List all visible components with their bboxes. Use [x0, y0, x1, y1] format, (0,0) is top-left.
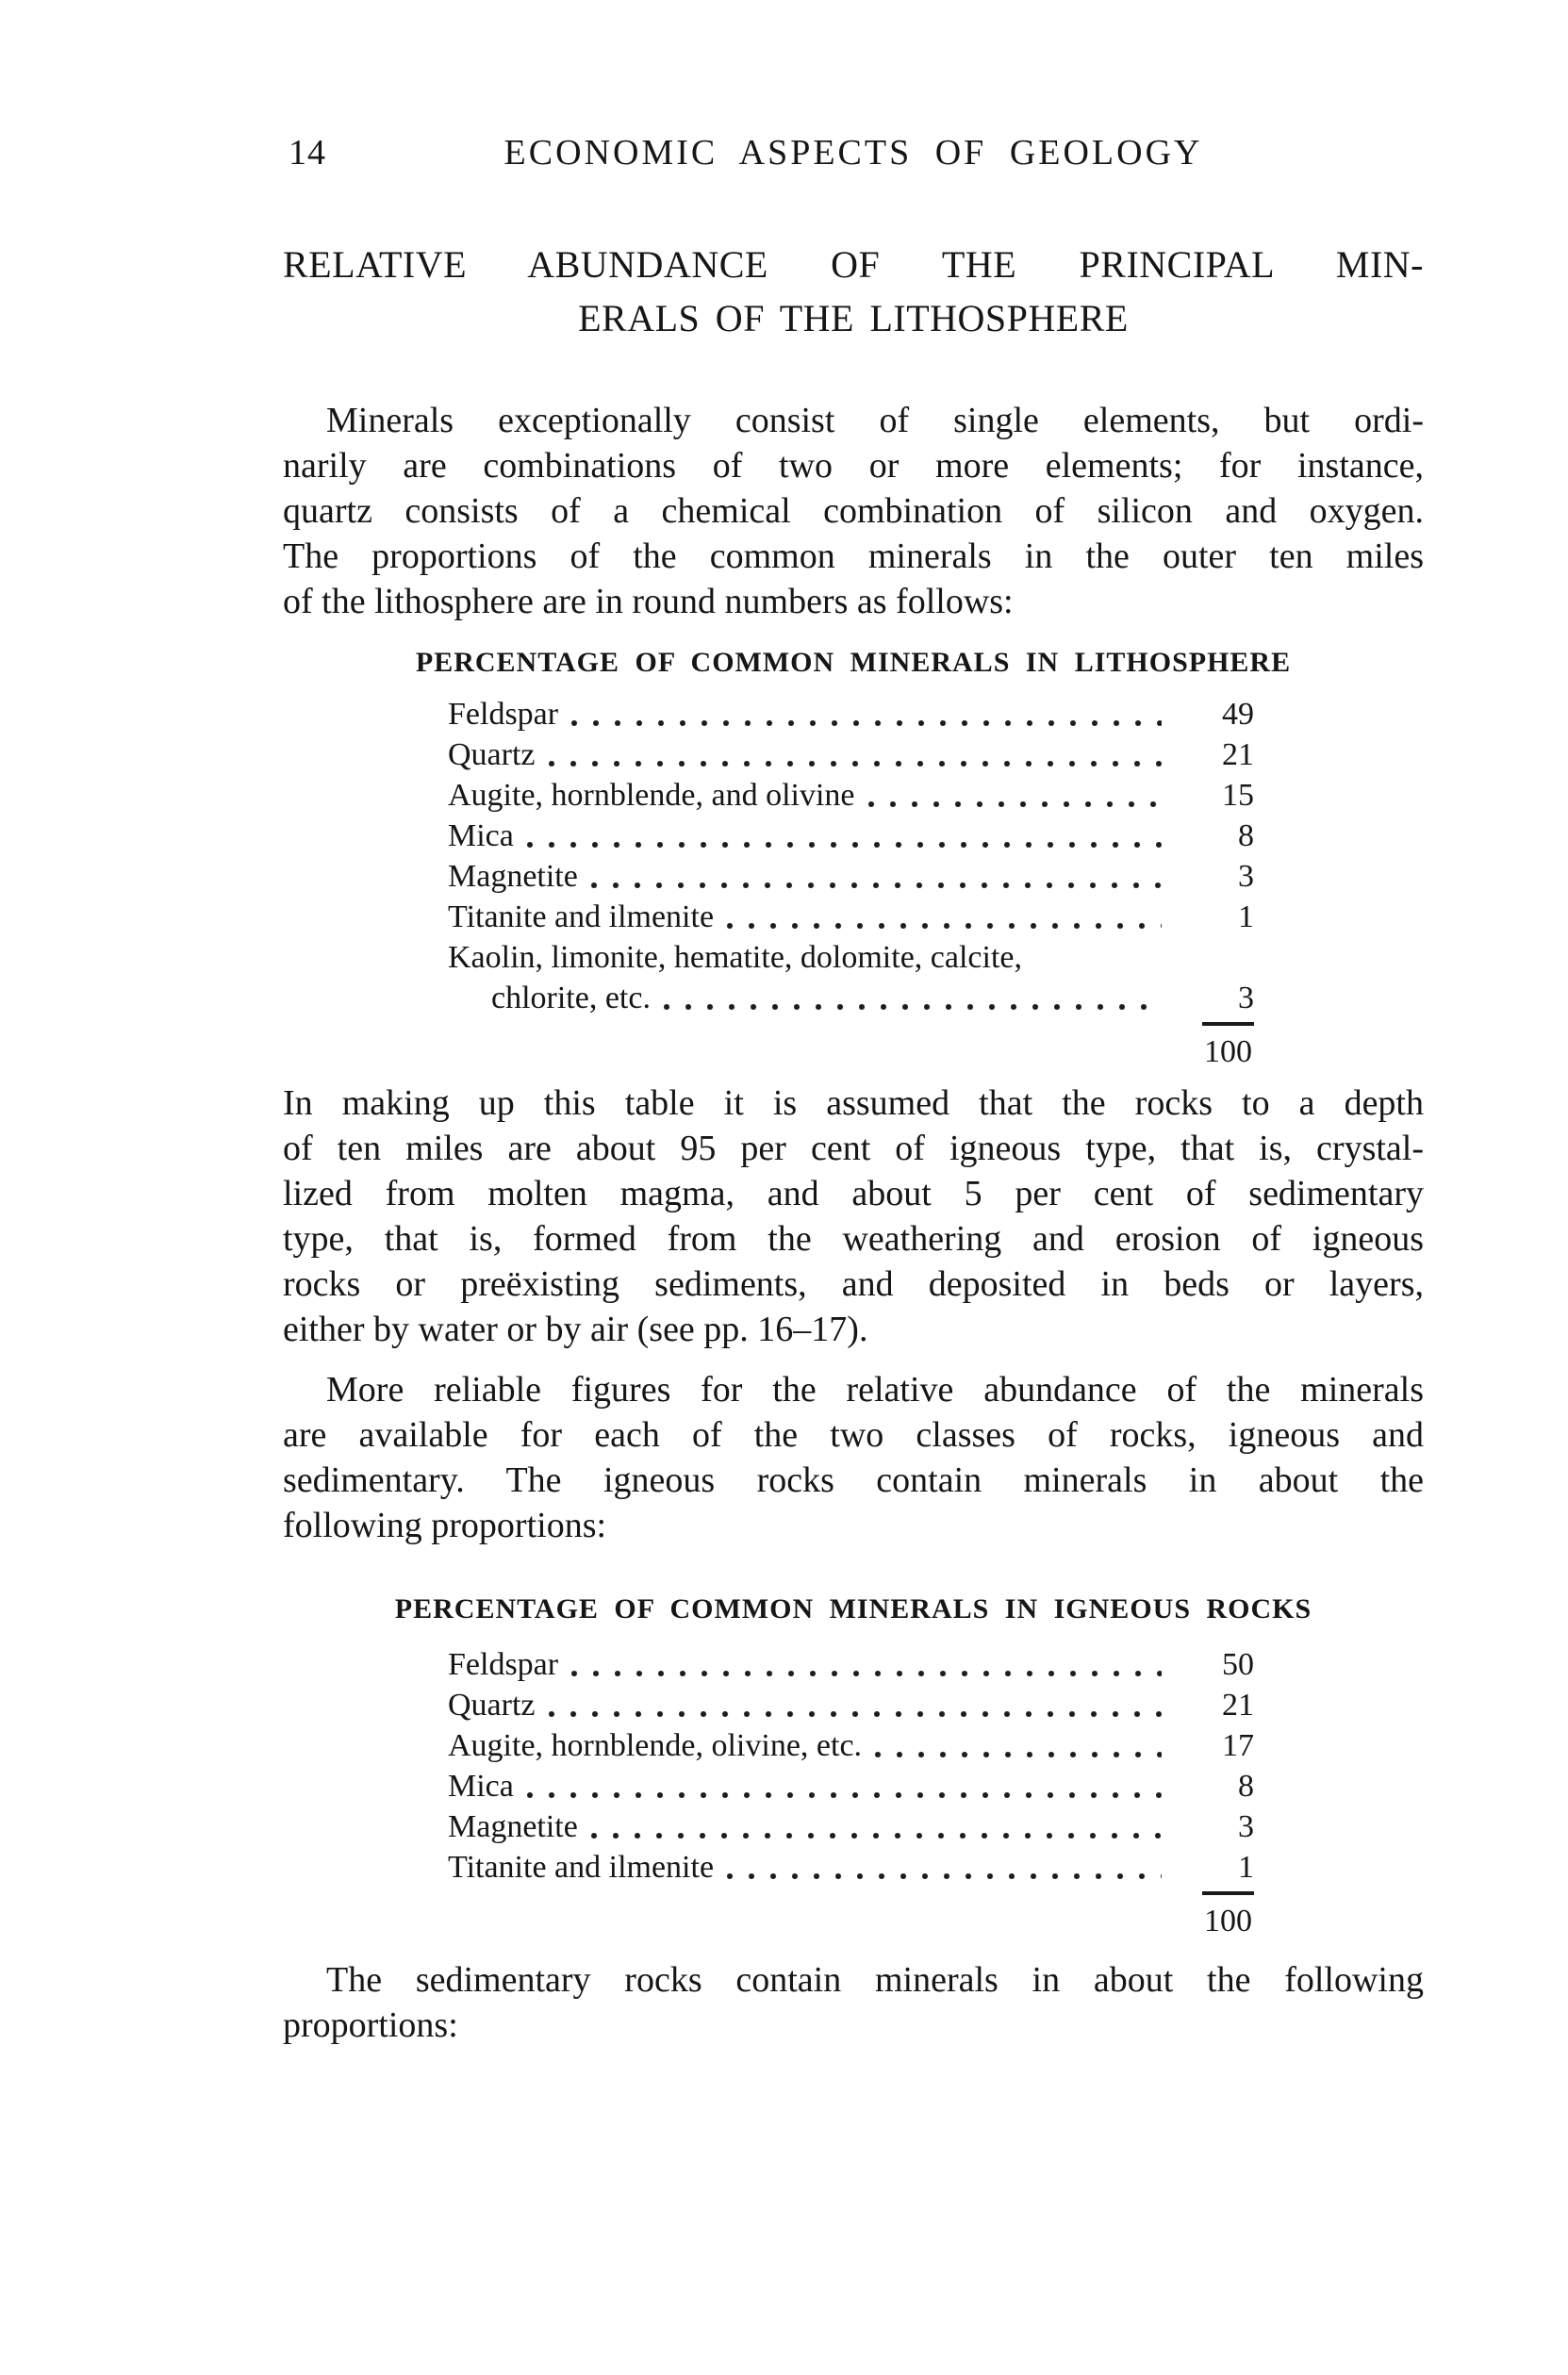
table-caption-lithosphere: PERCENTAGE OF COMMON MINERALS IN LITHOSPHERE — [415, 647, 1292, 678]
row-label: Titanite and ilmenite — [448, 1850, 715, 1885]
row-value: 8 — [1238, 1769, 1254, 1804]
row-label: chlorite, etc. — [491, 981, 651, 1015]
table-row — [448, 1806, 1254, 1847]
row-value: 49 — [1222, 697, 1254, 732]
mineral-table-igneous — [448, 1644, 1254, 1941]
row-label: Augite, hornblende, olivine, etc. — [448, 1728, 863, 1763]
row-value: 8 — [1238, 818, 1254, 853]
page-number: 14 — [289, 133, 326, 173]
row-label: Mica — [448, 818, 514, 853]
row-label: Mica — [448, 1769, 514, 1804]
leader-dots — [727, 923, 1162, 929]
text-line: Minerals exceptionally consist of single elements, but ordi- — [326, 401, 1424, 440]
table-row — [448, 734, 1254, 775]
leader-dots — [527, 1792, 1162, 1798]
text-line: lized from molten magma, and about 5 per cent of sedimentary — [283, 1174, 1424, 1213]
table-row — [448, 937, 1254, 978]
table-row — [448, 694, 1254, 734]
row-value: 17 — [1222, 1728, 1254, 1763]
row-label: Feldspar — [448, 1647, 559, 1682]
row-value: 50 — [1222, 1647, 1254, 1682]
text-line: The proportions of the common minerals in the outer ten miles — [283, 536, 1424, 576]
row-value: 15 — [1222, 778, 1254, 813]
row-value: 3 — [1238, 859, 1254, 894]
leader-dots — [875, 1752, 1162, 1757]
table-row — [448, 856, 1254, 897]
leader-dots — [868, 801, 1162, 807]
text-line: proportions: — [283, 2005, 458, 2045]
table-row — [448, 775, 1254, 816]
row-label: Quartz — [448, 1688, 536, 1723]
leader-dots — [727, 1873, 1162, 1879]
paragraph-intro — [283, 398, 1424, 624]
row-label: Magnetite — [448, 859, 578, 894]
row-label: Titanite and ilmenite — [448, 899, 715, 934]
table-total-row — [448, 1891, 1254, 1941]
table-row — [448, 1766, 1254, 1806]
leader-dots — [571, 1671, 1162, 1676]
paragraph-reliable-figures — [283, 1367, 1424, 1548]
text-line: following proportions: — [283, 1506, 607, 1545]
text-line: In making up this table it is assumed that the rocks to a depth — [283, 1083, 1424, 1123]
text-line: either by water or by air (see pp. 16–17). — [283, 1310, 868, 1349]
running-title: ECONOMIC ASPECTS OF GEOLOGY — [503, 133, 1203, 173]
row-label: Magnetite — [448, 1809, 578, 1844]
text-line: More reliable figures for the relative abundance of the minerals — [326, 1370, 1424, 1410]
table-row — [448, 1644, 1254, 1685]
text-line: of ten miles are about 95 per cent of igneous type, that is, crystal- — [283, 1129, 1424, 1168]
leader-dots — [591, 1833, 1162, 1839]
section-heading — [283, 238, 1424, 345]
row-value: 21 — [1222, 737, 1254, 772]
table-row — [448, 1725, 1254, 1766]
table-row — [448, 1847, 1254, 1888]
table-row — [448, 978, 1254, 1018]
mineral-table-lithosphere — [448, 694, 1254, 1072]
row-label: Quartz — [448, 737, 536, 772]
section-heading-line-2: ERALS OF THE LITHOSPHERE — [578, 297, 1129, 339]
text-line: narily are combinations of two or more elements; for instance, — [283, 446, 1424, 486]
text-line: The sedimentary rocks contain minerals in about the following — [326, 1960, 1424, 2000]
row-value: 1 — [1238, 1850, 1254, 1885]
leader-dots — [664, 1004, 1162, 1010]
table-total: 100 — [1202, 1891, 1254, 1941]
table-row — [448, 1685, 1254, 1725]
running-header — [283, 132, 1424, 179]
row-label: Kaolin, limonite, hematite, dolomite, calcite, — [448, 940, 1022, 975]
text-line: sedimentary. The igneous rocks contain minerals in about the — [283, 1460, 1424, 1500]
leader-dots — [549, 761, 1162, 767]
leader-dots — [591, 882, 1162, 888]
text-line: of the lithosphere are in round numbers as follows: — [283, 582, 1014, 621]
leader-dots — [571, 720, 1162, 726]
text-line: rocks or preëxisting sediments, and deposited in beds or layers, — [283, 1264, 1424, 1304]
table-total: 100 — [1202, 1022, 1254, 1072]
row-value: 21 — [1222, 1688, 1254, 1723]
table-row — [448, 897, 1254, 937]
leader-dots — [527, 842, 1162, 848]
text-line: quartz consists of a chemical combination of silicon and oxygen. — [283, 491, 1424, 531]
section-heading-line-1: RELATIVE ABUNDANCE OF THE PRINCIPAL MIN- — [283, 243, 1424, 286]
table-caption-igneous: PERCENTAGE OF COMMON MINERALS IN IGNEOUS ROCKS — [394, 1593, 1312, 1625]
table-row — [448, 816, 1254, 856]
table-total-row — [448, 1022, 1254, 1072]
leader-dots — [549, 1711, 1162, 1717]
row-value: 3 — [1238, 981, 1254, 1015]
paragraph-sedimentary — [283, 1957, 1424, 2048]
text-line: are available for each of the two classes of rocks, igneous and — [283, 1415, 1424, 1455]
row-value: 3 — [1238, 1809, 1254, 1844]
row-label: Feldspar — [448, 697, 559, 732]
row-value: 1 — [1238, 899, 1254, 934]
row-label: Augite, hornblende, and olivine — [448, 778, 855, 813]
text-line: type, that is, formed from the weathering and erosion of igneous — [283, 1219, 1424, 1259]
paragraph-assumptions — [283, 1080, 1424, 1352]
